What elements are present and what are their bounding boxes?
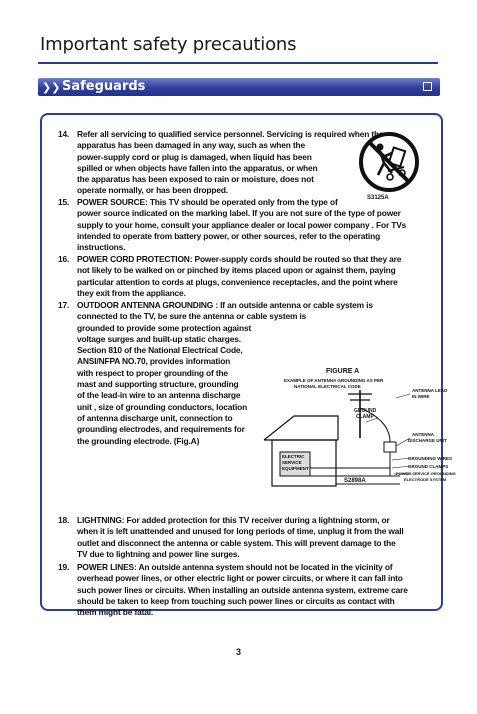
antenna-discharge-label: ANTENNA [412,432,434,437]
item-line: instructions. [77,242,126,253]
item-line: they exit from the appliance. [77,287,186,298]
figure-example-line: NATIONAL ELECTRICAL CODE [294,384,361,389]
item-line: intended to operate from battery power, or other sources, refer to the operating [77,230,381,241]
page-number: 3 [235,647,241,657]
item-line: the apparatus has been exposed to rain or moisture, does not [77,174,314,185]
item-number: 19. [58,562,70,572]
item-line: POWER LINES: An outside antenna system should not be located in the vicinity of [77,562,393,572]
item-line: unit , size of grounding conductors, location [77,401,248,412]
item-line: of the lead-in wire to an antenna discharge [77,390,241,401]
item-line: mast and supporting structure, grounding [77,379,239,390]
item-line: grounding electrodes, and requirements for [77,424,245,435]
antenna-lead-label: ANTENNA LEAD [412,388,448,393]
item-line: should be taken to keep from touching such power lines or circuits as contact with [77,595,395,606]
safety-item-18 [60,515,440,560]
item-number: 17. [58,300,70,310]
item-line: POWER CORD PROTECTION: Power-supply cords should be routed so that they are [77,254,402,264]
safety-item-19 [60,562,440,618]
title-divider [38,62,438,64]
item-line: of antenna discharge unit, connection to [77,412,233,423]
item-line: overhead power lines, or other electric light or power circuits, or where it can fall into [77,573,403,584]
item-line: outlet and disconnect the antenna or cable system. This will prevent damage to the [77,537,396,548]
item-line: Section 810 of the National Electrical Code, [77,345,243,356]
item-number: 16. [58,254,70,264]
item-number: 14. [58,129,70,139]
item-line: when it is left unattended and unused for long periods of time, unplug it from the wall [77,526,404,537]
electric-service-label: ELECTRIC [282,454,305,459]
section-header-bar [38,78,440,96]
item-line: LIGHTNING: For added protection for this TV receiver during a lightning storm, or [77,515,390,525]
item-line: grounded to provide some protection against [77,322,252,333]
no-cart-tipping-icon [358,129,420,195]
item-line: ANSI/NFPA NO.70, provides information [77,356,231,367]
ground-clamp-label: CLAMP [356,414,374,420]
item-line: power source indicated on the marking label. If you are not sure of the type of power [77,208,401,219]
page-title: Important safety precautions [40,34,297,55]
item-line: OUTDOOR ANTENNA GROUNDING : If an outside antenna or cable system is [77,300,373,310]
square-icon [423,82,432,91]
item-line: such power lines or circuits. When installing an outside antenna system, extreme care [77,584,408,595]
figure-code-label: S2898A [344,478,366,484]
ground-clamp-label: GROUND [354,408,377,414]
section-title: Safeguards [62,79,146,94]
double-chevron-right-icon: ❯❯ [42,81,61,94]
item-line: not likely to be walked on or pinched by items placed upon or against them, paying [77,265,396,276]
grounding-wires-label: GROUNDING WIRES [408,456,453,461]
item-line: particular attention to cords at plugs, convenience receptacles, and the point where [77,276,398,287]
item-line: spilled or when objects have fallen into the apparatus, or when [77,162,318,173]
item-line: them might be fatal. [77,607,154,618]
item-line: voltage surges and built-up static charges. [77,333,241,344]
figure-title: FIGURE A [326,368,360,375]
antenna-grounding-figure [260,368,456,488]
item-line: Refer all servicing to qualified service personnel. Servicing is required when the [77,129,384,139]
item-line: POWER SOURCE: This TV should be operated only from the type of [77,197,338,207]
antenna-discharge-label: DISCHARGE UNIT [408,438,447,443]
safety-content-panel [40,113,456,618]
item-line: TV due to lightning and power line surges. [77,548,240,559]
power-service-label: ELECTRODE SYSTEM [404,477,447,482]
figure-example-line: EXAMPLE OF ANTENNA GROUNDING AS PER [284,378,384,383]
ground-clamps-label: GROUND CLAMPS [408,464,449,469]
item-line: supply to your home, consult your appliance dealer or local power company . For TVs [77,219,407,230]
item-line: apparatus has been damaged in any way, such as when the [77,140,306,151]
item-number: 18. [58,515,70,525]
item-line: the grounding electrode. (Fig.A) [77,435,200,446]
antenna-lead-label: IN WIRE [412,394,430,399]
item-line: with respect to proper grounding of the [77,367,228,378]
safety-item-15 [60,197,440,253]
item-line: power-supply cord or plug is damaged, when liquid has been [77,151,312,162]
safety-item-16 [60,254,440,299]
power-service-label: POWER SERVICE GROUNDING [396,471,456,476]
electric-service-label: SERVICE [282,460,302,465]
electric-service-label: EQUIPMENT [282,466,309,471]
item-line: operate normally, or has been dropped. [77,185,228,196]
item-number: 15. [58,197,70,207]
item-line: connected to the TV, be sure the antenna or cable system is [77,311,307,322]
sign-code-label: S3125A [367,195,389,201]
